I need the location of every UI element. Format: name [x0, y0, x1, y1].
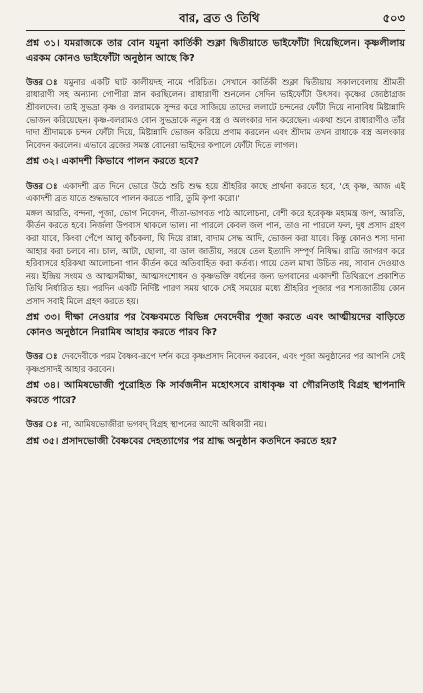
- question-label: প্রশ্ন ৩৫।: [26, 435, 59, 447]
- question-text: আমিষভোজী পুরোহিত কি সার্বজনীন মহোৎসবে রাধাকৃষ্ণ বা গৌরনিতাই বিগ্রহ স্থাপনাদি করতে পারে?: [26, 380, 406, 407]
- answer-32-paragraph-2: মঙ্গল আরতি, বন্দনা, পূজা, ভোগ নিবেদন, গীতা-ভাগবত পাঠ আলোচনা, বেশী করে হরেকৃষ্ণ মহামন্ত্র জপ, আরতি, কীর্তন করতে হবে। নির্জলা উপবাস থাকলে ভাল। না পারলে কেবল জল পান, তাও না পারলে ফল, দুধ প্রসাদ গ্রহণ করা যাবে, কিংবা পেঁপে আলু কাঁচকলা, ঘি দিয়ে রান্না, বাদাম সেদ্ধ আদি, ভোজন করা যাবে। কিন্তু কোনও শস্য দানা আহার করা চলবে না। চাল, আটা, ছোলা, বা ডাল জাতীয়, সরষে তেল ইত্যাদি সম্পূর্ণ নিষিদ্ধ। রাত্রি জাগরণ করে হরিবাসরে হরিকথা আলোচনা গান কীর্তন করে অতিবাহিত করা কর্তব্য। গায়ে তেল মাখা উচিত নয়, সাবান দেওয়াও নয়। ইন্দ্রিয় সংযম ও আত্মসমীক্ষা, আত্মসংশোধন ও কৃষ্ণভক্তি বর্ধনের জন্য ভগবানের একাদশী তিথিরূপে প্রকাশিত তিথি নির্ধারিত হয়। পরদিন একটি নির্দিষ্ট পারণ সময় থাকে সেই সময়ের মধ্যে শ্রীহরির পূজার পর শস্যজাতীয় কোন প্রসাদ সবাই মিলে গ্রহণ করতে হয়।: [26, 207, 405, 306]
- answer-32: [26, 180, 405, 205]
- qa-block-34: [26, 379, 405, 430]
- question-label: প্রশ্ন ৩২।: [26, 156, 59, 168]
- question-text: দীক্ষা নেওয়ার পর বৈষ্ণবমতে বিভিন্ন দেবদেবীর পূজা করতে এবং আত্মীয়দের বাড়িতে কোনও অনুষ্ঠানে নিরামিষ আহার করতে পারব কি?: [26, 312, 406, 339]
- answer-label: উত্তর ঃ: [26, 351, 58, 362]
- answer-label: উত্তর ঃ: [26, 180, 59, 191]
- page-number: ৫০৩: [382, 11, 405, 25]
- question-34: [26, 379, 405, 408]
- answer-text: দেবদেবীকে পরম বৈষ্ণব-রূপে দর্শন করে কৃষ্ণপ্রসাদ নিবেদন করবেন, এবং পূজা অনুষ্ঠানের পর আপনি সেই কৃষ্ণপ্রসাদই আহার করবেন।: [26, 351, 405, 374]
- question-32: [26, 155, 405, 170]
- question-label: প্রশ্ন ৩৩।: [26, 312, 61, 324]
- answer-label: উত্তর ঃ: [26, 419, 58, 430]
- qa-block-33: [26, 311, 405, 375]
- answer-31: [26, 76, 405, 152]
- question-text: যমরাজকে তার বোন যমুনা কার্তিকী শুক্লা দ্বিতীয়াতে ভাইফোঁটা দিয়েছিলেন। কৃষ্ণলীলায় এরকম কোনও ভাইফোঁটা অনুষ্ঠান আছে কি?: [26, 38, 405, 64]
- question-31: [26, 37, 405, 66]
- question-label: প্রশ্ন ৩১।: [26, 38, 60, 49]
- running-title: বার, ব্রত ও তিথি: [179, 11, 260, 25]
- question-text: একাদশী কিভাবে পালন করতে হবে?: [61, 156, 200, 168]
- qa-block-32: [26, 155, 405, 307]
- answer-33: [26, 350, 405, 375]
- answer-text: যমুনার একটি ঘাট কালীয়দহ নামে পরিচিত। সেখানে কার্তিকী শুক্লা দ্বিতীয়ায় সকালবেলায় শ্রীমতী রাধারাণী সহ অন্যান্য গোপীরা স্নান করছিলেন। রাধারাণী শুনলেন সেদিন ভাইফোঁটা উৎসব। কৃষ্ণের জ্যেষ্ঠাগ্রজ শ্রীবলদেব। তাই সুভদ্রা কৃষ্ণ ও বলরামকে সুন্দর করে সাজিয়ে তাদের ললাটে চন্দনের ফোঁটা দিয়ে নানাবিধ মিষ্টান্নাদি ভোজন করিয়েছেন। কৃষ্ণ-বলরামও বোন সুভদ্রাকে নতুন বস্ত্র ও অলংকার দান করেছেন। একথা শুনে রাধারাণীও তাঁর দাদা শ্রীদামকে চন্দন ফোঁটা দিয়ে, মিষ্টান্নাদি ভোজন করিয়ে প্রণাম করলেন এবং শ্রীদাম তখন রাধাকে বস্ত্র অলংকার নিবেদন করলেন। এভাবে ব্রজের সমস্ত বোনেরা ভাইদের কপালে ফোঁটা দিতে লাগল।: [26, 76, 406, 150]
- answer-34: [26, 418, 405, 431]
- answer-text: একাদশী ব্রত দিনে ভোরে উঠে শুচি শুদ্ধ হয়ে শ্রীহরির কাছে প্রার্থনা করতে হবে, 'হে কৃষ্ণ, আজ এই একাদশী ব্রত যাতে শুদ্ধভাবে পালন করতে পারি, তুমি কৃপা করো।': [26, 180, 406, 204]
- question-33: [26, 311, 405, 340]
- answer-text: না, আমিষভোজীরা ভগবদ্ বিগ্রহ স্থাপনের আদৌ অধিকারী নয়।: [61, 419, 267, 430]
- question-text: প্রসাদভোজী বৈষ্ণবের দেহত্যাগের পর শ্রাদ্ধ অনুষ্ঠান কতদিনে করতে হয়?: [61, 435, 338, 447]
- question-35: [26, 435, 405, 450]
- page-header: [26, 10, 405, 31]
- qa-block-31: [26, 37, 405, 151]
- answer-label: উত্তর ঃ: [26, 76, 61, 87]
- question-label: প্রশ্ন ৩৪।: [26, 380, 60, 392]
- qa-block-35: [26, 435, 405, 450]
